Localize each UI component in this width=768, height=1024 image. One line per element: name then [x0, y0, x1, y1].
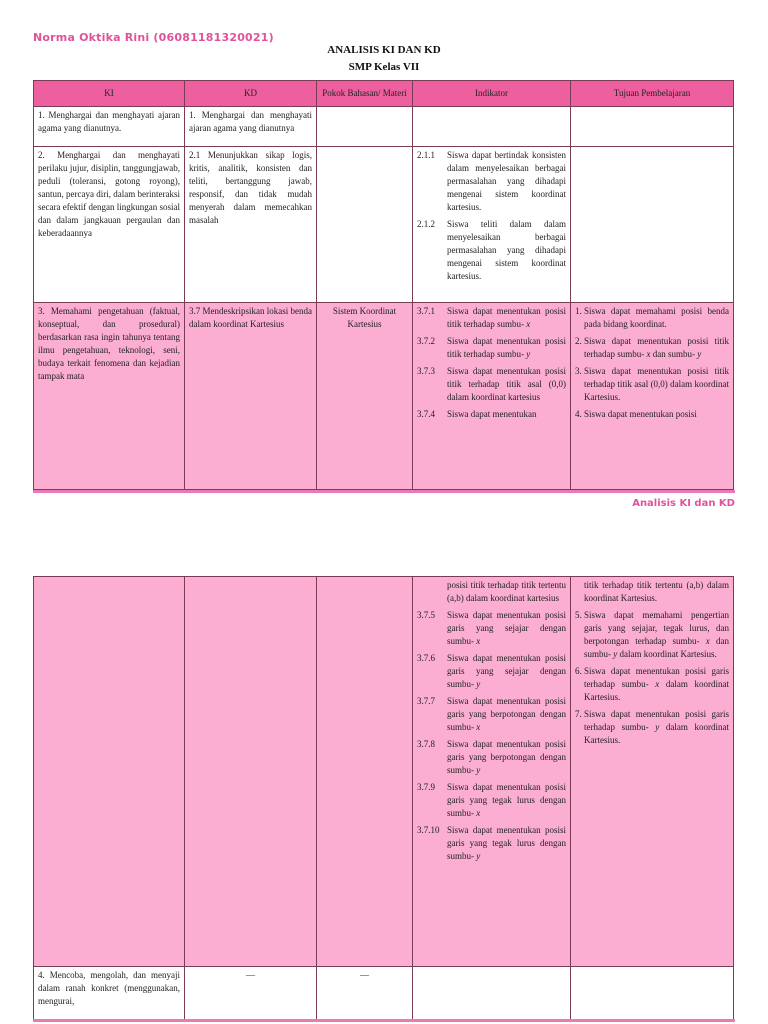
indikator-cell [413, 147, 571, 302]
empty-cell [185, 577, 317, 967]
header-ki: KI [34, 81, 185, 107]
list-item: 3.7.7 Siswa dapat menentukan posisi garis yang berpotongan dengan sumbu- x [417, 696, 566, 732]
table-row [34, 577, 734, 967]
ki-cell: 4. Mencoba, mengolah, dan menyaji dalam ranah konkret (menggunakan, mengurai, [34, 967, 185, 1021]
header-indikator: Indikator [413, 81, 571, 107]
list-item: 3.7.9 Siswa dapat menentukan posisi garis yang tegak lurus dengan sumbu- x [417, 782, 566, 818]
table-header-row [34, 81, 734, 107]
list-item: 2.1.2 Siswa teliti dalam dalam menyelesaikan berbagai permasalahan yang dihadapi mengenai sistem koordinat kartesius. [417, 219, 566, 282]
list-item: 3.7.1 Siswa dapat menentukan posisi titik terhadap sumbu- x [417, 305, 566, 329]
pokok-bahasan-cell: — [317, 967, 413, 1021]
table-row [34, 967, 734, 1021]
header-pokok-bahasan: Pokok Bahasan/ Materi [317, 81, 413, 107]
page-footer-label: Analisis KI dan KD [632, 498, 735, 509]
empty-cell [413, 967, 571, 1021]
list-item: 6. Siswa dapat menentukan posisi garis terhadap sumbu- x dalam koordinat Kartesius. [575, 666, 730, 702]
header-tujuan: Tujuan Pembelajaran [571, 81, 734, 107]
empty-cell [317, 107, 413, 147]
table-row [34, 147, 734, 302]
list-item: 2.1.1 Siswa dapat bertindak konsisten dalam menyelesaikan berbagai permasalahan yang dihadapi mengenai sistem koordinat kartesius. [417, 150, 566, 213]
empty-cell [317, 577, 413, 967]
ki-cell: 2. Menghargai dan menghayati perilaku jujur, disiplin, tanggungjawab, peduli (toleransi, gotong royong), santun, percaya diri, dalam berinteraksi secara efektif dengan lingkungan sosial dan dalam jangkauan pergaulan dan keberadaannya [34, 147, 185, 302]
page-divider [33, 490, 735, 493]
empty-cell [317, 147, 413, 302]
list-item: 3.7.5 Siswa dapat menentukan posisi garis yang sejajar dengan sumbu- x [417, 610, 566, 646]
list-item: 2. Siswa dapat menentukan posisi titik terhadap sumbu- x dan sumbu- y [575, 335, 729, 359]
list-item: 3.7.2 Siswa dapat menentukan posisi titik terhadap sumbu- y [417, 335, 566, 359]
list-item: posisi titik terhadap titik tertentu (a,b) dalam koordinat kartesius [447, 580, 566, 603]
indikator-cell [413, 577, 571, 967]
document-subtitle: SMP Kelas VII [348, 61, 420, 73]
empty-cell [571, 967, 734, 1021]
kd-cell: — [185, 967, 317, 1021]
list-item: 1. Siswa dapat memahami posisi benda pada bidang koordinat. [575, 305, 729, 329]
tujuan-cell [571, 577, 734, 967]
kd-cell: 1. Menghargai dan menghayati ajaran agama yang dianutnya [185, 107, 317, 147]
list-item: 7. Siswa dapat menentukan posisi garis terhadap sumbu- y dalam koordinat Kartesius. [575, 709, 730, 745]
kd-cell: 2.1 Menunjukkan sikap logis, kritis, analitik, konsisten dan teliti, bertanggung jawab, responsif, dan tidak mudah menyerah dalam memecahkan masalah [185, 147, 317, 302]
list-item: 5. Siswa dapat memahami pengertian garis yang sejajar, tegak lurus, dan berpotongan terhadap sumbu- x dan sumbu- y dalam koordinat Kartesius. [575, 610, 730, 659]
empty-cell [34, 577, 185, 967]
list-item: 3.7.10 Siswa dapat menentukan posisi garis yang tegak lurus dengan sumbu- y [417, 825, 566, 861]
empty-cell [571, 107, 734, 147]
empty-cell [413, 107, 571, 147]
author-name: Norma Oktika Rini (06081181320021) [33, 31, 274, 44]
indikator-cell [413, 302, 571, 489]
page-divider [33, 1019, 735, 1022]
document-title: ANALISIS KI DAN KD [327, 44, 441, 56]
pokok-bahasan-cell: Sistem Koordinat Kartesius [317, 302, 413, 489]
empty-cell [571, 147, 734, 302]
list-item: 3.7.3 Siswa dapat menentukan posisi titik terhadap titik asal (0,0) dalam koordinat kartesius [417, 365, 566, 402]
ki-cell: 1. Menghargai dan menghayati ajaran agama yang dianutnya. [34, 107, 185, 147]
list-item: 3.7.8 Siswa dapat menentukan posisi garis yang berpotongan dengan sumbu- y [417, 739, 566, 775]
header-kd: KD [185, 81, 317, 107]
ki-kd-table-page-1 [33, 80, 734, 490]
ki-kd-table-page-2 [33, 576, 734, 1021]
table-row [34, 302, 734, 489]
list-item: 3.7.6 Siswa dapat menentukan posisi garis yang sejajar dengan sumbu- y [417, 653, 566, 689]
kd-cell: 3.7 Mendeskripsikan lokasi benda dalam koordinat Kartesius [185, 302, 317, 489]
tujuan-cell [571, 302, 734, 489]
list-item: 3.7.4 Siswa dapat menentukan [417, 408, 537, 419]
table-row [34, 107, 734, 147]
list-item: titik terhadap titik tertentu (a,b) dalam koordinat Kartesius. [584, 580, 730, 603]
list-item: 3. Siswa dapat menentukan posisi titik terhadap titik asal (0,0) dalam koordinat Kartesius. [575, 365, 729, 402]
ki-cell: 3. Memahami pengetahuan (faktual, konseptual, dan prosedural) berdasarkan rasa ingin tahunya tentang ilmu pengetahuan, teknologi, seni, budaya terkait fenomena dan kejadian tampak mata [34, 302, 185, 489]
list-item: 4. Siswa dapat menentukan posisi [575, 408, 697, 419]
